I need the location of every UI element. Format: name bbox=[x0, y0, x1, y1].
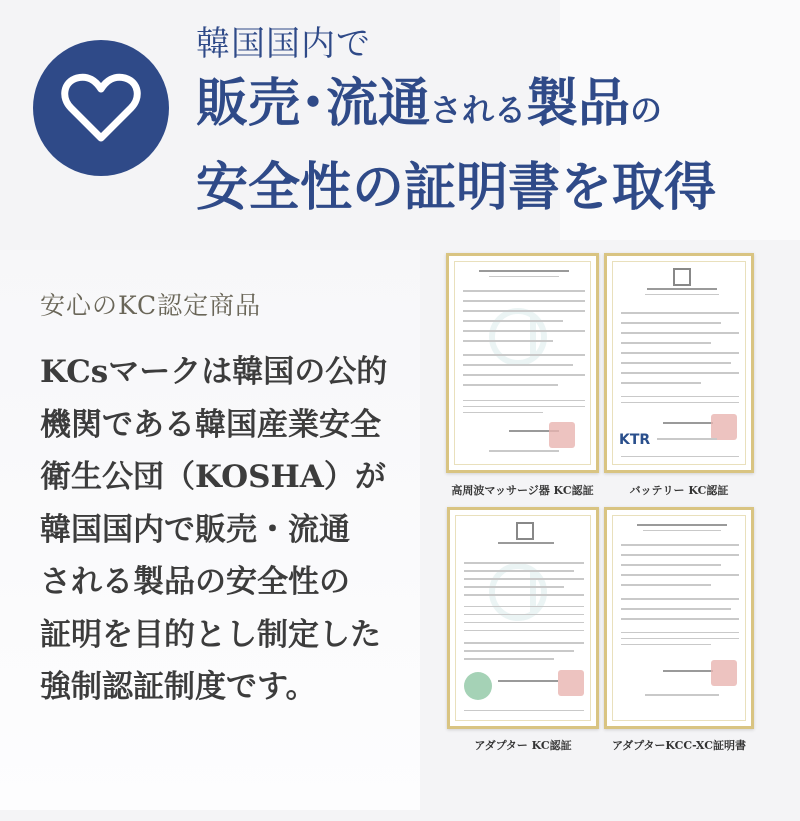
certificate-caption: アダプター KC認証 bbox=[474, 739, 572, 752]
certificate-caption: バッテリー KC認証 bbox=[629, 484, 729, 497]
certificate-caption: アダプターKCC-XC証明書 bbox=[611, 739, 747, 752]
certificate-image bbox=[447, 507, 599, 729]
headline-line3: 安全性の証明書を取得 bbox=[196, 157, 717, 218]
headline-line2 bbox=[196, 72, 716, 148]
certificate-caption: 高周波マッサージ器 KC認証 bbox=[451, 484, 594, 497]
ktr-logo: KTR bbox=[619, 432, 651, 448]
headline bbox=[196, 24, 716, 220]
certificate-image bbox=[604, 253, 754, 473]
kc-watermark-icon bbox=[488, 307, 558, 367]
body-line: 機関である韓国産業安全 bbox=[40, 406, 381, 443]
certificate-image bbox=[446, 253, 599, 473]
heart-badge bbox=[33, 40, 169, 176]
body-line: 強制認証制度です。 bbox=[40, 669, 317, 705]
headline-text: 製品 bbox=[526, 73, 631, 134]
headline-text: 販売･流通 bbox=[196, 73, 431, 134]
heart-icon bbox=[61, 72, 141, 144]
headline-text: の bbox=[630, 91, 663, 129]
certificate-image bbox=[604, 507, 754, 729]
body-line: 韓国国内で販売・流通 bbox=[40, 511, 350, 548]
subtitle: 安心のKC認定商品 bbox=[40, 291, 262, 320]
body-line: KCsマークは韓国の公的 bbox=[40, 354, 388, 390]
body-paragraph bbox=[40, 346, 420, 714]
body-line: 衛生公団（KOSHA）が bbox=[40, 459, 386, 495]
headline-text: される bbox=[430, 91, 527, 129]
body-line: される製品の安全性の bbox=[40, 564, 350, 600]
body-line: 証明を目的とし制定した bbox=[40, 616, 381, 653]
headline-line1: 韓国国内で bbox=[196, 24, 371, 64]
